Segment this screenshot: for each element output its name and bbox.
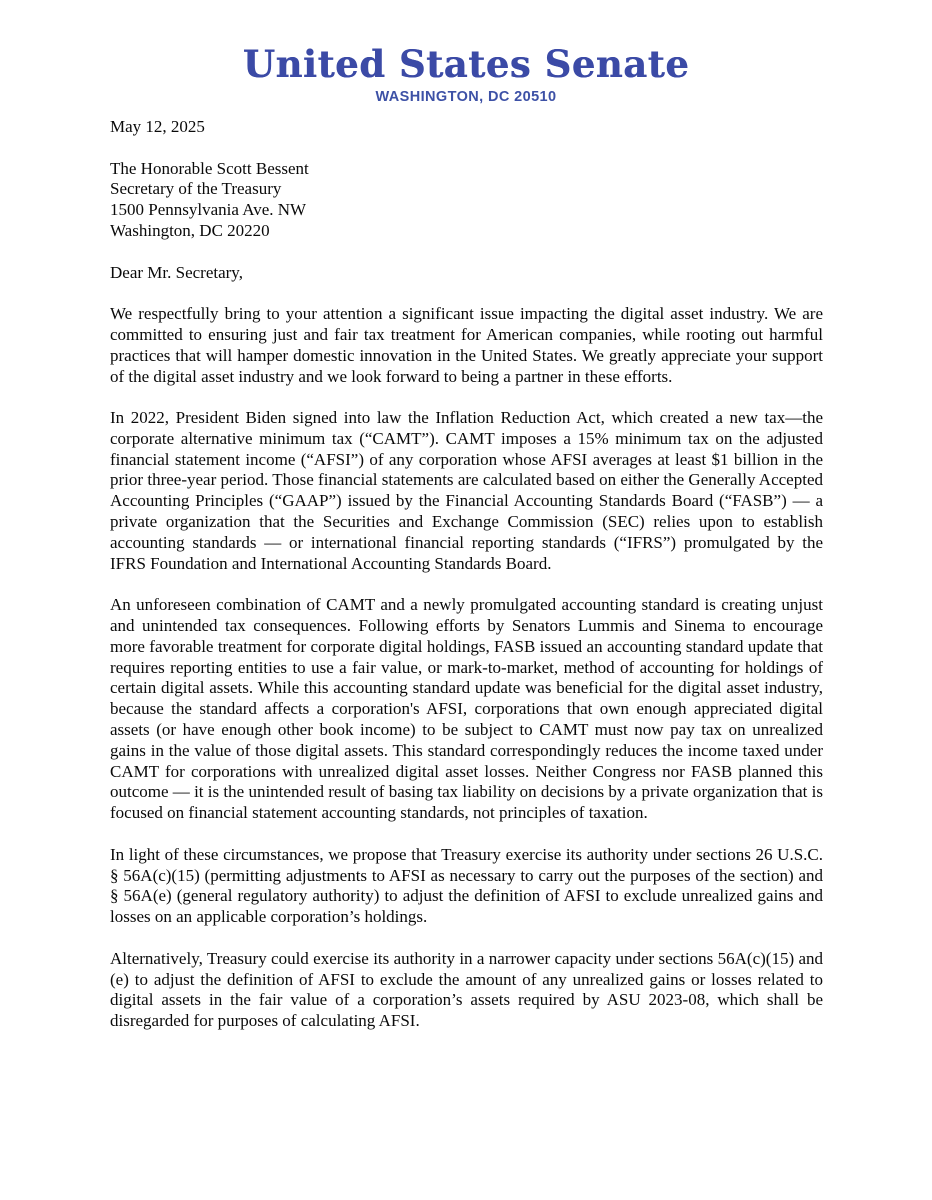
recipient-city: Washington, DC 20220	[110, 220, 270, 240]
recipient-street: 1500 Pennsylvania Ave. NW	[110, 200, 307, 220]
recipient-title: Secretary of the Treasury	[110, 179, 282, 199]
date-line: May 12, 2025	[110, 116, 205, 136]
senate-wordmark: United States Senate	[242, 42, 690, 86]
salutation: Dear Mr. Secretary,	[110, 262, 243, 282]
paragraph-unintended-consequences: An unforeseen combination of CAMT and a newly promulgated accounting standard is creating unjust and unintended tax consequences. Following efforts by Senators Lummis and Sinema to encourage more favorable treatment for corporate digital holdings, FASB issued an accounting standard update that requires reporting entities to use a fair value, or mark-to-market, method of accounting for holdings of certain digital assets. While this accounting standard update was beneficial for the digital asset industry, because the standard affects a corporation's AFSI, corporations that own enough appreciated digital assets (or have enough other book income) to be subject to CAMT must now pay tax on unrealized gains in the value of those digital assets. This standard correspondingly reduces the income taxed under CAMT for corporations with unrealized digital asset losses. Neither Congress nor FASB planned this outcome — it is the unintended result of basing tax liability on decisions by a private organization that is focused on financial statement accounting standards, not principles of taxation.	[110, 595, 823, 823]
paragraph-proposal: In light of these circumstances, we propose that Treasury exercise its authority under sections 26 U.S.C. § 56A(c)(15) (permitting adjustments to AFSI as necessary to carry out the purposes of the section) and § 56A(e) (general regulatory authority) to adjust the definition of AFSI to exclude unrealized gains and losses on an applicable corporation’s holdings.	[110, 844, 823, 927]
letterhead	[0, 0, 932, 106]
paragraph-camt-background: In 2022, President Biden signed into law the Inflation Reduction Act, which created a new tax—the corporate alternative minimum tax (“CAMT”). CAMT imposes a 15% minimum tax on the adjusted financial statement income (“AFSI”) of any corporation whose AFSI averages at least $1 billion in the prior three-year period. Those financial statements are calculated based on either the Generally Accepted Accounting Principles (“GAAP”) issued by the Financial Accounting Standards Board (“FASB”) — a private organization that the Securities and Exchange Commission (SEC) relies upon to establish accounting standards — or international financial reporting standards (“IFRS”) promulgated by the IFRS Foundation and International Accounting Standards Board.	[110, 408, 823, 573]
paragraph-alternative: Alternatively, Treasury could exercise its authority in a narrower capacity under sections 56A(c)(15) and (e) to adjust the definition of AFSI to exclude the amount of any unrealized gains or losses related to digital assets in the fair value of a corporation’s assets required by ASU 2023-08, which shall be disregarded for purposes of calculating AFSI.	[110, 948, 823, 1031]
letterhead-address: WASHINGTON, DC 20510	[375, 89, 557, 105]
paragraph-intro: We respectfully bring to your attention a significant issue impacting the digital asset industry. We are committed to ensuring just and fair tax treatment for American companies, while rooting out harmful practices that will hamper domestic innovation in the United States. We greatly appreciate your support of the digital asset industry and we look forward to being a partner in these efforts.	[110, 304, 823, 386]
letter-body	[110, 117, 823, 1032]
recipient-name: The Honorable Scott Bessent	[110, 158, 309, 178]
recipient-block	[110, 159, 823, 242]
